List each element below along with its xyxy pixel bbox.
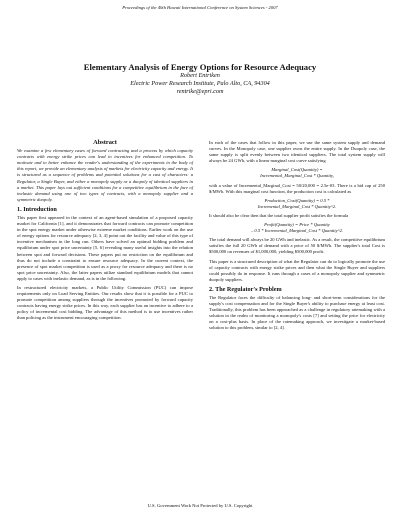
formula-marginal-cost: [209, 167, 385, 179]
formula-line: – 0.5 * Incremental_Marginal_Cost * Quantity^2.: [250, 228, 344, 234]
proceedings-header: Proceedings of the 40th Hawaii International Conference on System Sciences - 2007: [122, 5, 278, 10]
intro-paragraph-1: This paper first appeared in the context of an agent-based simulation of a proposed capacity market for California [1], and it demonstrates that forward contracts can promote competition in the spot energy market under otherwise extreme market conditions. Earlier work on the use of energy options for resource adequacy [2, 3, 4] point out the facility and value of this type of incentive mechanism in the long run. Others have solved an optimal bidding problem and equilibrium under spot price uncertainty [5, 6] revealing many useful insights into the relation between spot and forward decisions. These papers put no restriction on the equilibrium and thus do not include a constraint to ensure resource adequacy. In the current context, the presence of spot market competition is used as a proxy for resource adequacy and there is no spot price uncertainty. Also, the latter papers utilize standard equilibrium models that cannot apply to cases with inelastic demand, as is in the following.: [17, 214, 193, 281]
section-2-heading: 2. The Regulator's Problem: [209, 285, 282, 293]
body-paragraph-bid-cap: with a value of Incremental_Marginal_Cost = 50/20,000 = 2.5e-03. There is a bid cap of 250 $/MWh. With this marginal cost function, the production cost is calculated as: [209, 182, 385, 194]
body-paragraph-supply: In each of the cases that follow in this paper, we use the same system supply and demand curves. In the Monopoly case, one supplier owns the entire supply. In the Duopoly case, the same supply is split evenly between two identical suppliers. The total system supply will always be 24 GWh, with a linear marginal cost curve satisfying: [209, 140, 385, 164]
abstract-heading: Abstract: [93, 139, 117, 146]
formula-line: Incremental_Marginal_Cost * Quantity^2.: [257, 203, 337, 209]
formula-line: Incremental_Marginal_Cost * Quantity,: [260, 173, 334, 179]
intro-paragraph-2: In restructured electricity markets, a Public Utility Commission (PUC) can impose requirements only on Load Serving Entities. Our results show that it is possible for a PUC to promote competition among suppliers through the incentives promoted by forward capacity contracts having energy strike prices. In this way, each supplier has an incentive to adhere to a policy of incremental cost bidding. The advantage of this method is to use incentives rather than policing as the instrument encouraging competition.: [17, 284, 193, 321]
left-column: [17, 140, 193, 325]
copyright-footer: U.S. Government Work Not Protected by U.S. Copyright: [147, 503, 253, 508]
abstract: [17, 140, 193, 203]
section-1-heading: 1. Introduction: [17, 205, 57, 213]
formula-line: Marginal_Cost(Quantity) =: [271, 167, 323, 173]
body-paragraph-demand: The total demand will always be 20 GWh and inelastic. As a result, the competitive equilibrium satisfies the full 20 GWh of demand with a price of 50 $/MWh. The supplier's total Cost is $500,000 on revenues of $1,000,000, yielding $500,000 profit.: [209, 237, 385, 255]
right-column: [209, 140, 385, 334]
author-name: Robert Entriken: [180, 72, 220, 79]
formula-line: Production_Cost(Quantity) = 0.5 *: [264, 197, 330, 203]
formula-profit: [209, 222, 385, 234]
regulator-paragraph: The Regulator faces the difficulty of balancing long- and short-term considerations for the supply's cost compensation and for the Single Buyer's ability to purchase energy at least cost. Traditionally, this problem has been approached as a challenge in regulatory ratemaking with a solution in the realm of monitoring a monopoly's costs [7] and setting the price for electricity on a cost-plus basis. In place of the ratemaking approach, we investigate a market-based solution to this problem, similar to [2, 4].: [209, 294, 385, 331]
paper-title: Elementary Analysis of Energy Options for Resource Adequacy: [83, 62, 317, 72]
author-email: rentrike@epri.com: [176, 88, 224, 95]
author-affiliation: Electric Power Research Institute, Palo Alto, CA, 94304: [130, 80, 270, 87]
body-paragraph-profit: It should also be clear then that the total supplier profit satisfies the formula: [209, 212, 349, 218]
formula-line: Profit(Quantity) = Price * Quantity: [264, 222, 330, 228]
abstract-text: We examine a few elementary cases of forward contracting and a process by which capacity contracts with energy strike prices can lead to incentives for enhanced competition. To motivate and to better enhance the reader's understanding of the experiments in the body of this report, we provide an elementary analysis of markets for electricity capacity and energy. It is structured as a sequence of problems and potential solutions for a cast of characters: a Regulator, a Single Buyer, and either a monopoly supply or a duopoly of identical suppliers in a market. This paper lays out sufficient conditions for a competitive equilibrium in the face of inelastic demand using one of two types of contracts, with a monopoly supplier and a symmetric duopoly.: [17, 148, 193, 202]
body-paragraph-structure: This paper is a structured description of what the Regulator can do to logically promote the use of capacity contracts with energy strike prices and then what the Single Buyer and suppliers could possibly do in response. It runs through a cases of a monopoly supplier and symmetric duopoly suppliers.: [209, 258, 385, 282]
formula-production-cost: [209, 198, 385, 210]
